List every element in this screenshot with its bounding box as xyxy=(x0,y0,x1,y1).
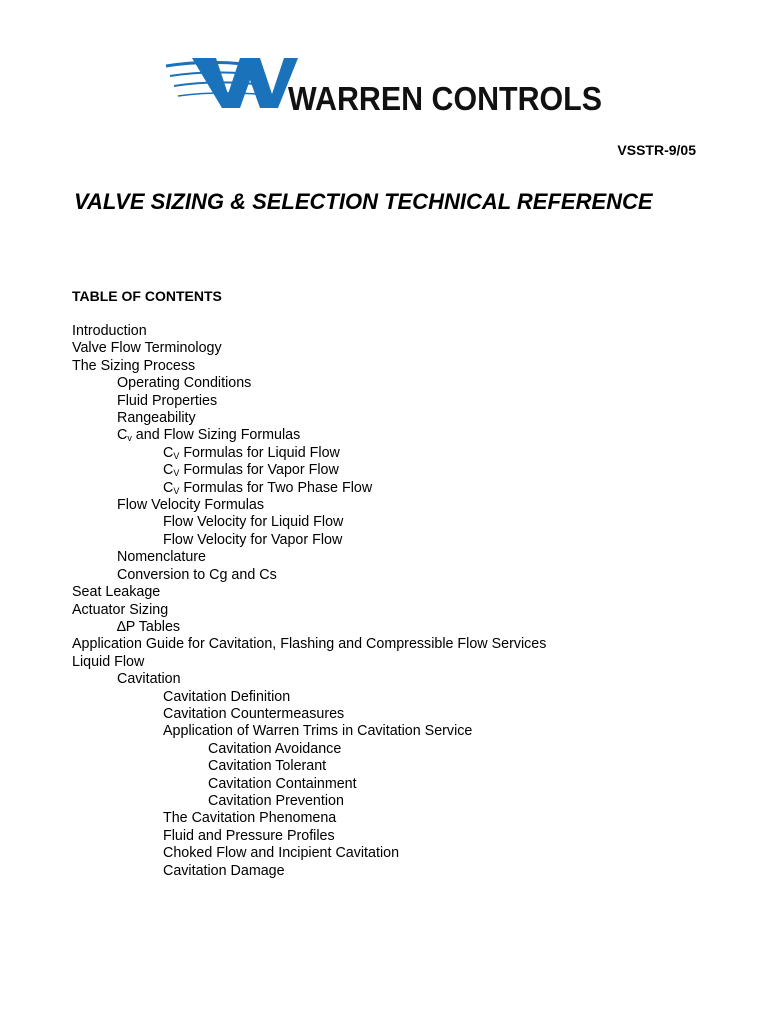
toc-entry-text: Cavitation xyxy=(117,671,181,688)
company-logo xyxy=(164,52,604,116)
toc-entry-text: Cavitation Tolerant xyxy=(208,758,327,775)
toc-entry xyxy=(72,462,546,479)
toc-entry xyxy=(72,689,546,706)
toc-entry-text: Rangeability xyxy=(117,410,196,427)
toc-entry-text: Valve Flow Terminology xyxy=(72,340,222,357)
toc-entry xyxy=(72,393,546,410)
toc-entry-text: C xyxy=(163,479,174,496)
toc-entry xyxy=(72,532,546,549)
toc-entry-text: Fluid and Pressure Profiles xyxy=(163,827,335,844)
toc-entry xyxy=(72,776,546,793)
toc-entry xyxy=(72,863,546,880)
toc-entry xyxy=(72,828,546,845)
toc-entry xyxy=(72,741,546,758)
toc-entry-text: Cavitation Avoidance xyxy=(208,740,342,757)
document-code: VSSTR-9/05 xyxy=(617,142,696,158)
toc-entry xyxy=(72,410,546,427)
toc-entry xyxy=(72,810,546,827)
toc-entry-text-rest: Formulas for Liquid Flow xyxy=(179,444,340,461)
toc-entry-text: C xyxy=(117,427,128,444)
toc-entry-text: Seat Leakage xyxy=(72,584,161,601)
toc-entry xyxy=(72,793,546,810)
toc-entry xyxy=(72,358,546,375)
toc-entry-subscript: V xyxy=(173,468,180,479)
toc-entry xyxy=(72,375,546,392)
toc-entry-text: Introduction xyxy=(72,323,147,339)
toc-entry-text-rest: Formulas for Vapor Flow xyxy=(179,462,339,479)
toc-entry xyxy=(72,636,546,653)
toc-entry-text: Actuator Sizing xyxy=(72,601,169,618)
toc-entry-text: C xyxy=(163,462,174,479)
toc-entry-text: Liquid Flow xyxy=(72,653,145,670)
toc-entry xyxy=(72,619,546,636)
toc-entry xyxy=(72,445,546,462)
toc-entry xyxy=(72,758,546,775)
toc-entry-subscript: v xyxy=(127,433,132,444)
toc-entry-text: Cavitation Damage xyxy=(163,862,285,879)
toc-entry xyxy=(72,514,546,531)
toc-entry-text: Choked Flow and Incipient Cavitation xyxy=(163,845,400,862)
toc-entry xyxy=(72,654,546,671)
toc-entry-text-rest: and Flow Sizing Formulas xyxy=(131,427,301,444)
toc-entry-text: The Sizing Process xyxy=(72,357,196,374)
toc-entry-text: Cavitation Containment xyxy=(208,775,357,792)
toc-entry xyxy=(72,845,546,862)
toc-entry xyxy=(72,723,546,740)
toc-heading: TABLE OF CONTENTS xyxy=(72,288,222,304)
toc-entry-text: Flow Velocity for Vapor Flow xyxy=(163,531,343,548)
toc-entry-text: Operating Conditions xyxy=(117,375,252,392)
toc-entry-text: Application Guide for Cavitation, Flashing and Compressible Flow Services xyxy=(72,636,547,653)
toc-entry xyxy=(72,549,546,566)
toc-entry xyxy=(72,567,546,584)
toc-entry-text-rest: Formulas for Two Phase Flow xyxy=(179,479,373,496)
toc-entry-text: The Cavitation Phenomena xyxy=(163,810,337,827)
toc-entry-text: Cavitation Countermeasures xyxy=(163,705,345,722)
toc-entry-text: Flow Velocity for Liquid Flow xyxy=(163,514,344,531)
toc-entry xyxy=(72,323,546,340)
warren-w-icon xyxy=(166,58,298,108)
toc-entry xyxy=(72,584,546,601)
toc-entry-subscript: V xyxy=(173,450,180,461)
toc-entry xyxy=(72,480,546,497)
toc-entry xyxy=(72,671,546,688)
toc-entry-text: Conversion to Cg and Cs xyxy=(117,566,277,583)
toc-entry xyxy=(72,340,546,357)
toc-entry xyxy=(72,706,546,723)
toc-entry xyxy=(72,427,546,444)
toc-entry xyxy=(72,497,546,514)
toc-entry-text: Cavitation Definition xyxy=(163,688,291,705)
toc-entry-text: Cavitation Prevention xyxy=(208,792,344,809)
toc-entry-text: Nomenclature xyxy=(117,549,206,566)
toc-entry-text: Fluid Properties xyxy=(117,392,218,409)
toc-entry-text: C xyxy=(163,444,174,461)
logo-wordmark: WARREN CONTROLS xyxy=(288,80,602,116)
toc-entry-subscript: V xyxy=(173,485,180,496)
toc-entry xyxy=(72,602,546,619)
table-of-contents xyxy=(72,323,546,880)
page-title: VALVE SIZING & SELECTION TECHNICAL REFERENCE xyxy=(74,189,653,214)
toc-entry-text: Application of Warren Trims in Cavitation Service xyxy=(163,723,473,740)
toc-entry-text: Flow Velocity Formulas xyxy=(117,497,264,514)
toc-entry-text: ∆P Tables xyxy=(117,618,181,635)
